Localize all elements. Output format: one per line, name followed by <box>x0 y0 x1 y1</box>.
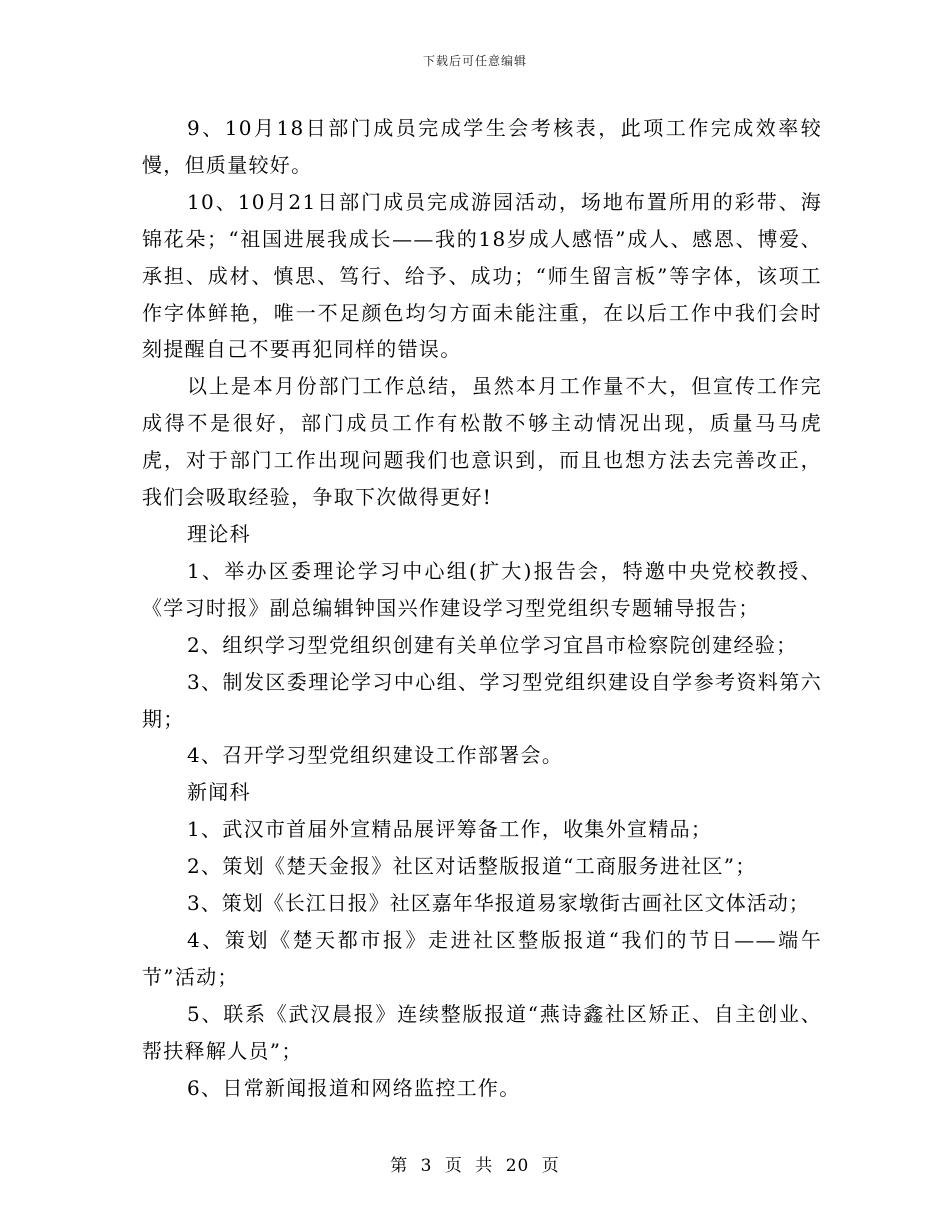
page-number-footer: 第 3 页 共 20 页 <box>390 1156 560 1176</box>
section-heading-news: 新闻科 <box>187 780 251 805</box>
news-item-5: 5、联系《武汉晨报》连续整版报道“燕诗鑫社区矫正、自主创业、帮扶释解人员”； <box>142 1001 822 1063</box>
theory-item-4: 4、召开学习型党组织建设工作部署会。 <box>187 743 564 768</box>
page-header: 下载后可任意编辑 <box>422 54 527 68</box>
paragraph-item-9: 9、10月18日部门成员完成学生会考核表，此项工作完成效率较慢，但质量较好。 <box>142 116 822 177</box>
news-item-6: 6、日常新闻报道和网络监控工作。 <box>187 1075 521 1100</box>
theory-item-2: 2、组织学习型党组织创建有关单位学习宜昌市检察院创建经验； <box>187 632 798 657</box>
news-item-4: 4、策划《楚天都市报》走进社区整版报道“我们的节日——端午节”活动； <box>142 927 822 989</box>
theory-item-1: 1、举办区委理论学习中心组(扩大)报告会，特邀中央党校教授、《学习时报》副总编辑钟国兴作建设学习型党组织专题辅导报告； <box>142 558 822 620</box>
theory-item-3: 3、制发区委理论学习中心组、学习型党组织建设自学参考资料第六期； <box>142 669 822 731</box>
paragraph-summary: 以上是本月份部门工作总结，虽然本月工作量不大，但宣传工作完成得不是很好，部门成员工作有松散不够主动情况出现，质量马马虎虎，对于部门工作出现问题我们也意识到，而且也想方法去完善改正，我们会吸取经验，争取下次做得更好! <box>142 374 822 510</box>
paragraph-item-10: 10、10月21日部门成员完成游园活动，场地布置所用的彩带、海锦花朵；“祖国进展我成长——我的18岁成人感悟”成人、感恩、博爱、承担、成材、慎思、笃行、给予、成功；“师生留言板”等字体，该项工作字体鲜艳，唯一不足颜色均匀方面未能注重，在以后工作中我们会时刻提醒自己不要再犯同样的错误。 <box>142 189 822 362</box>
news-item-2: 2、策划《楚天金报》社区对话整版报道“工商服务进社区”； <box>187 854 757 879</box>
news-item-1: 1、武汉市首届外宣精品展评筹备工作，收集外宣精品； <box>187 817 713 842</box>
news-item-3: 3、策划《长江日报》社区嘉年华报道易家墩街古画社区文体活动； <box>187 891 810 916</box>
section-heading-theory: 理论科 <box>187 521 251 546</box>
document-body <box>142 110 822 1106</box>
